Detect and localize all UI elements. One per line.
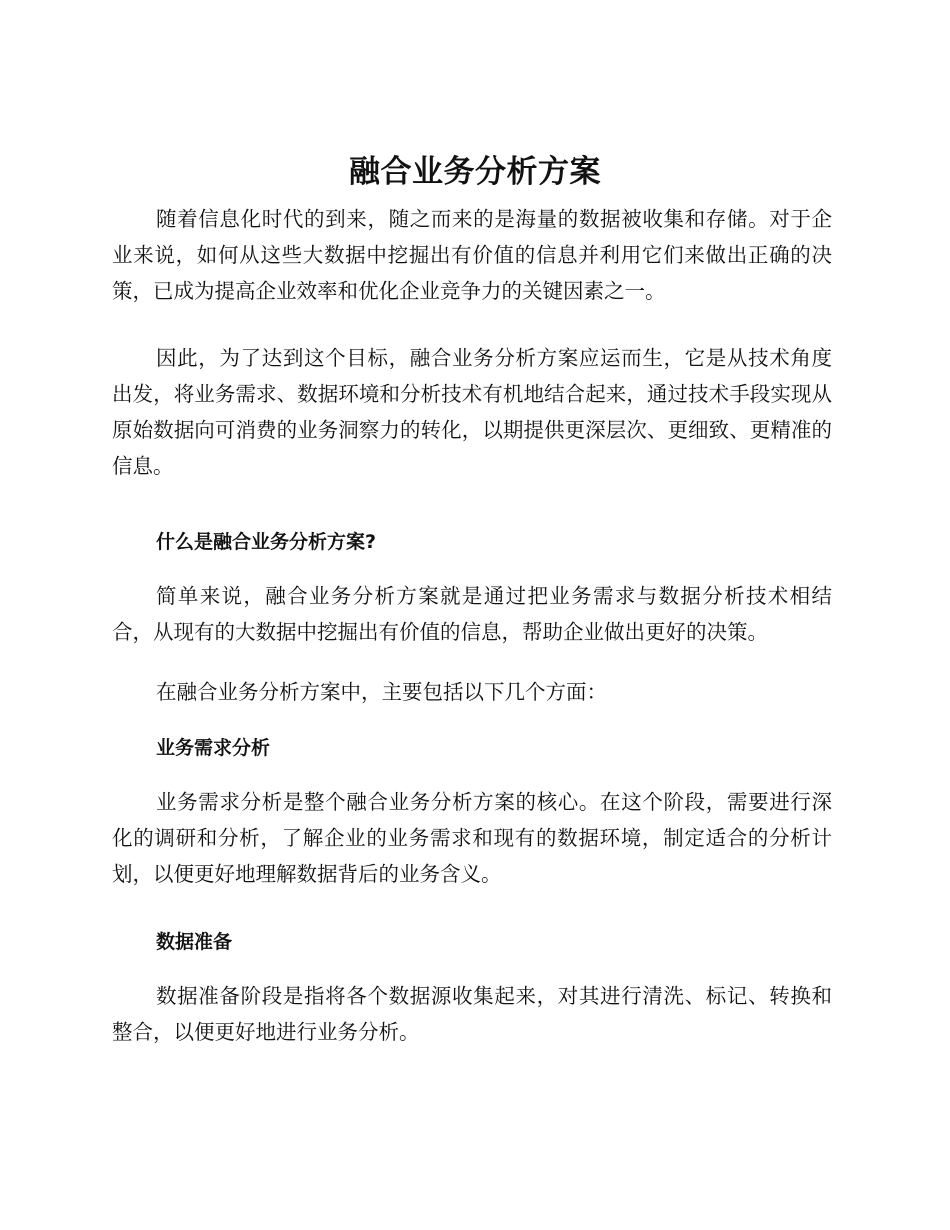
section-what-paragraph-2: 在融合业务分析方案中，主要包括以下几个方面： xyxy=(156,680,607,704)
intro-paragraph-1: 随着信息化时代的到来，随之而来的是海量的数据被收集和存储。对于企业来说，如何从这些大数据中挖掘出有价值的信息并利用它们来做出正确的决策，已成为提高企业效率和优化企业竞争力的关键因素之一。 xyxy=(112,207,832,303)
section-requirements-paragraph: 业务需求分析是整个融合业务分析方案的核心。在这个阶段，需要进行深化的调研和分析，了解企业的业务需求和现有的数据环境，制定适合的分析计划，以便更好地理解数据背后的业务含义。 xyxy=(112,790,832,886)
intro-paragraph-2: 因此，为了达到这个目标，融合业务分析方案应运而生，它是从技术角度出发，将业务需求、数据环境和分析技术有机地结合起来，通过技术手段实现从原始数据向可消费的业务洞察力的转化，以期提供更深层次、更细致、更精准的信息。 xyxy=(112,346,832,478)
section-heading-what: 什么是融合业务分析方案? xyxy=(156,531,377,553)
document-title: 融合业务分析方案 xyxy=(349,154,601,190)
section-heading-requirements: 业务需求分析 xyxy=(156,737,271,759)
section-what-paragraph-1: 简单来说，融合业务分析方案就是通过把业务需求与数据分析技术相结合，从现有的大数据中挖掘出有价值的信息，帮助企业做出更好的决策。 xyxy=(112,584,832,644)
section-heading-data-prep: 数据准备 xyxy=(156,931,233,953)
section-data-prep-paragraph: 数据准备阶段是指将各个数据源收集起来，对其进行清洗、标记、转换和整合，以便更好地进行业务分析。 xyxy=(112,984,832,1044)
